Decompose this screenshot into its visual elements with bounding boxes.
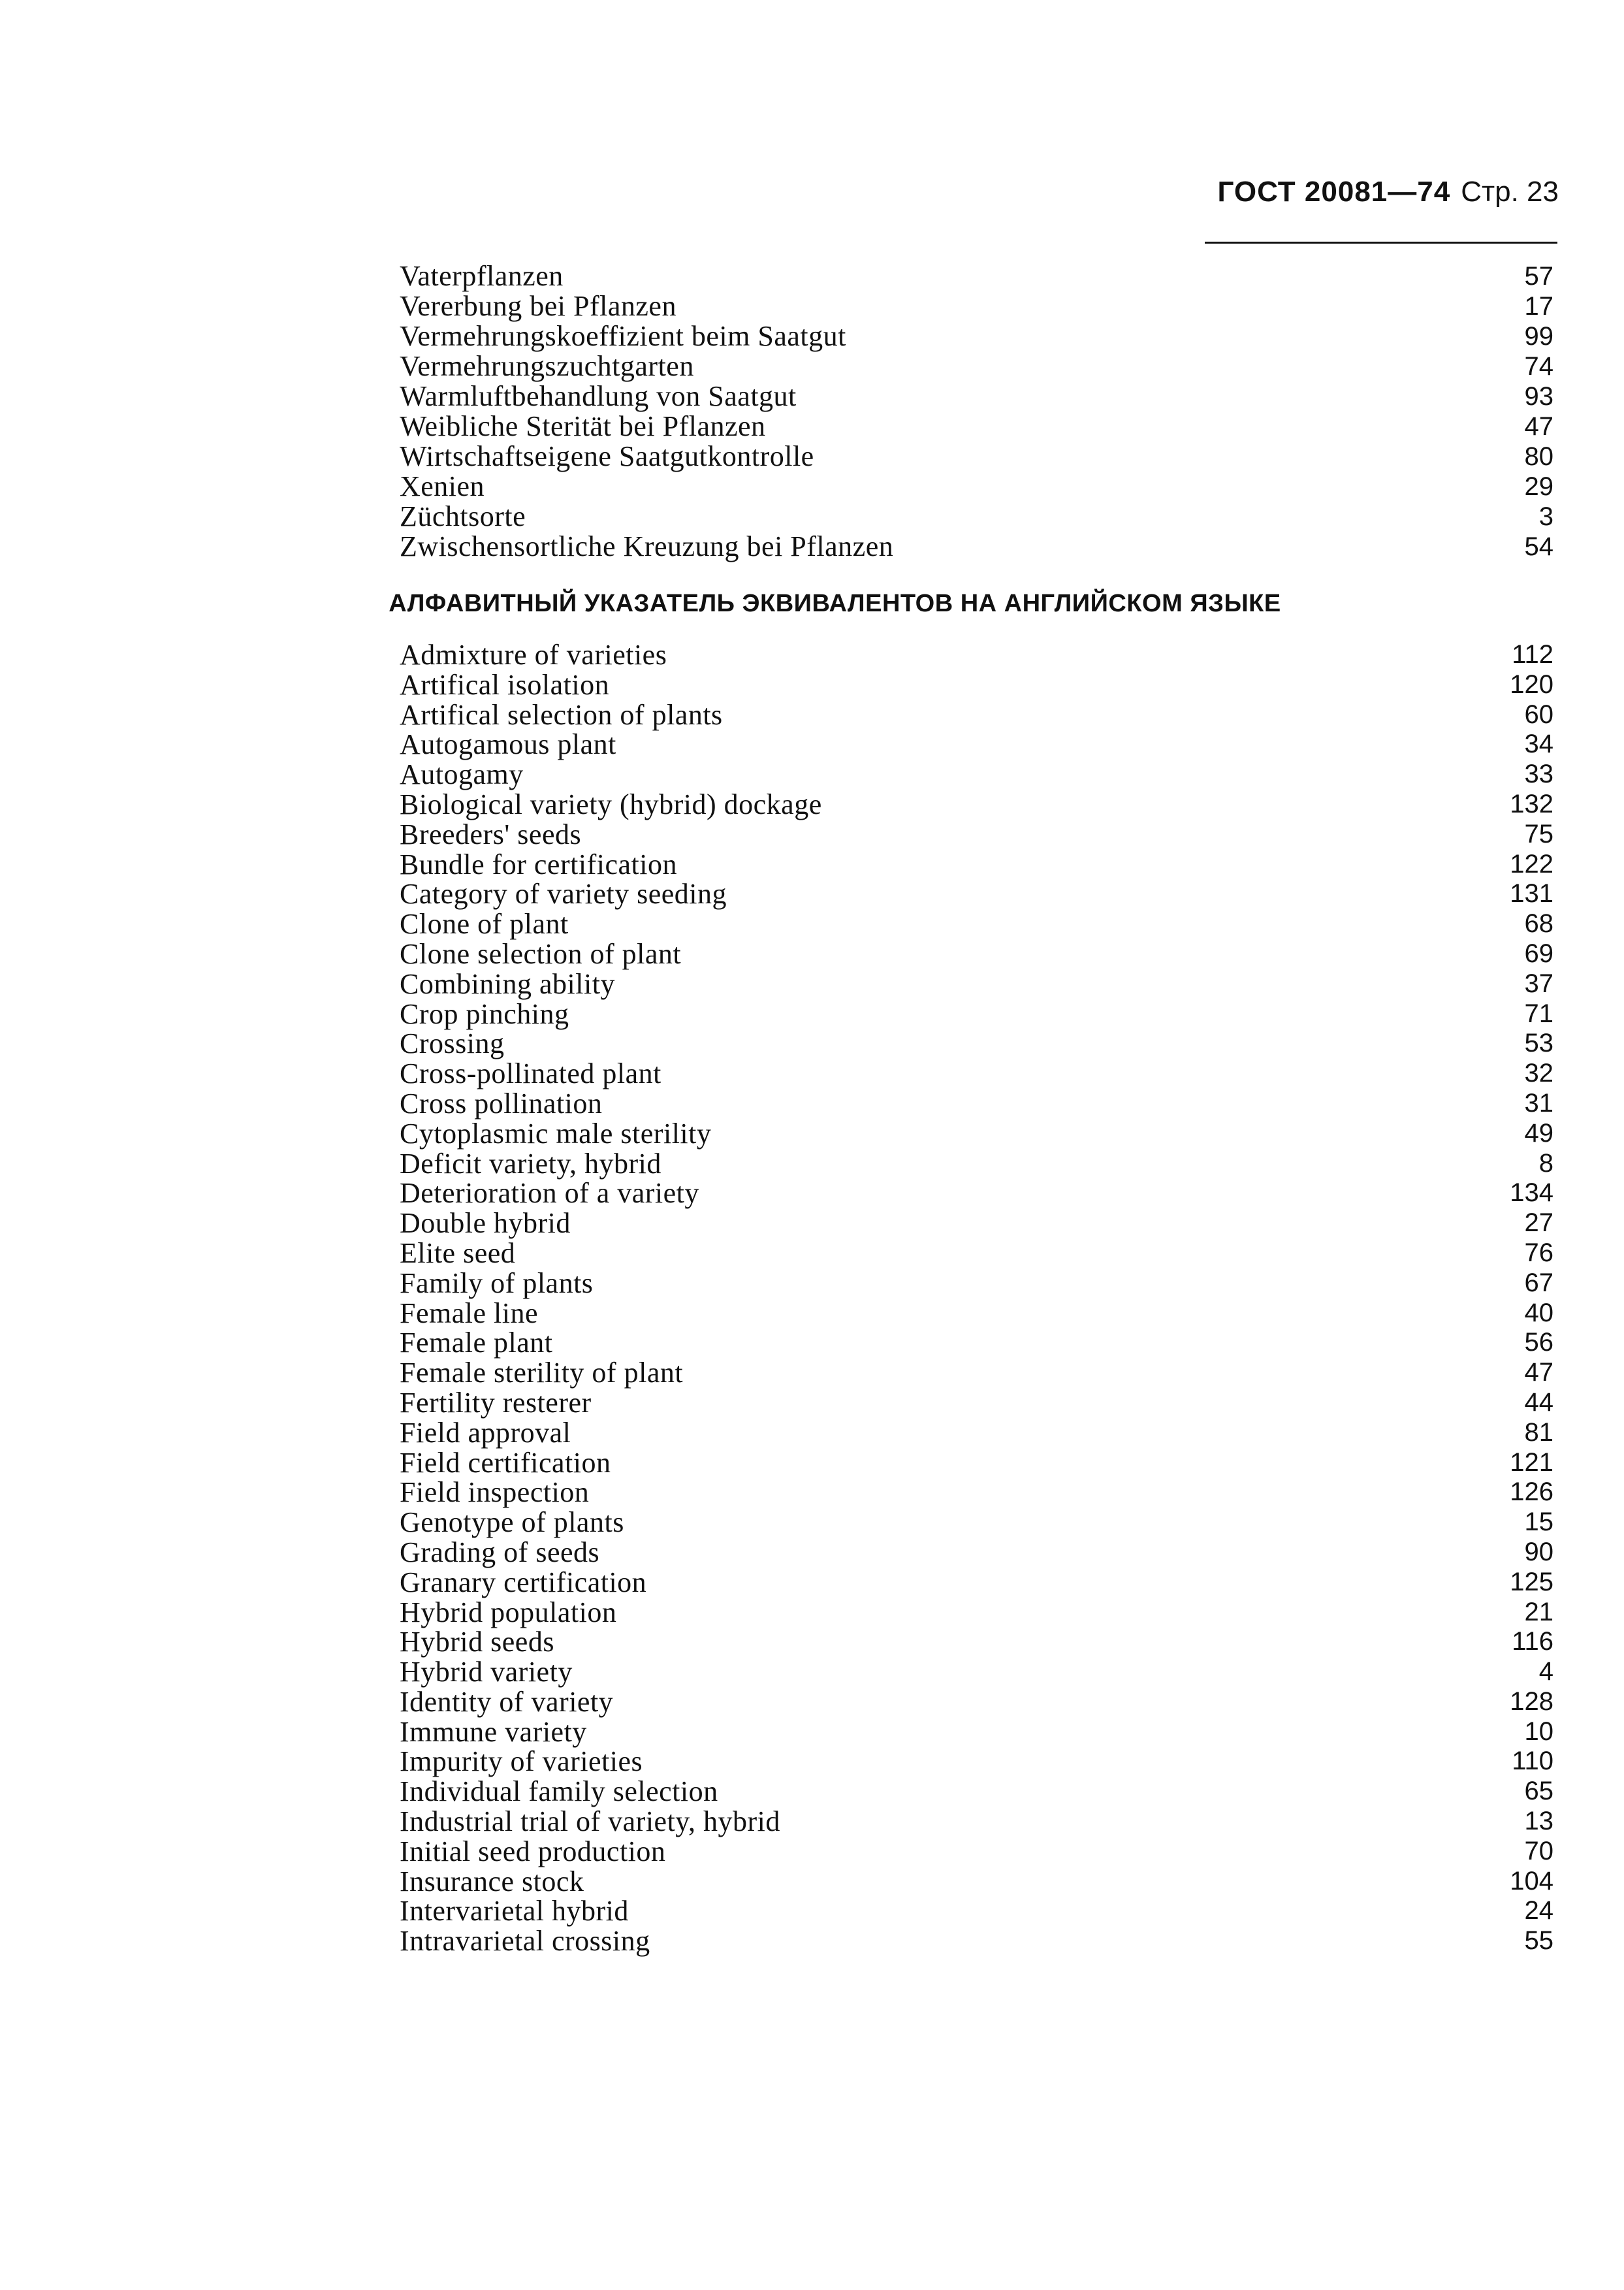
english-index-entry <box>400 1358 1553 1388</box>
index-page-number: 40 <box>1524 1298 1553 1327</box>
index-term: Female plant <box>400 1327 553 1359</box>
english-index-entry <box>400 1448 1553 1478</box>
section-heading: АЛФАВИТНЫЙ УКАЗАТЕЛЬ ЭКВИВАЛЕНТОВ НА АНГЛИЙСКОМ ЯЗЫКЕ <box>389 590 1281 617</box>
english-index-entry <box>400 1119 1553 1149</box>
english-index-entry <box>400 1777 1553 1807</box>
english-index-entry <box>400 999 1553 1029</box>
index-page-number: 47 <box>1524 412 1553 441</box>
english-index-entry <box>400 1029 1553 1059</box>
index-term: Field approval <box>400 1416 571 1449</box>
index-page-number: 21 <box>1524 1597 1553 1626</box>
index-term: Granary certification <box>400 1566 647 1598</box>
english-index-entry <box>400 1268 1553 1298</box>
index-page-number: 69 <box>1524 939 1553 968</box>
index-term: Autogamous plant <box>400 728 616 761</box>
index-term: Hybrid seeds <box>400 1626 554 1658</box>
index-page-number: 81 <box>1524 1417 1553 1447</box>
index-page-number: 67 <box>1524 1268 1553 1297</box>
index-term: Identity of variety <box>400 1685 614 1718</box>
german-index-entry <box>400 532 1553 562</box>
german-index-entry <box>400 381 1553 411</box>
index-term: Intravarietal crossing <box>400 1925 650 1958</box>
english-index-entry <box>400 1598 1553 1628</box>
index-term: Female line <box>400 1297 538 1329</box>
english-index-entry <box>400 1807 1553 1837</box>
index-term: Grading of seeds <box>400 1536 600 1568</box>
index-term: Double hybrid <box>400 1207 571 1240</box>
index-page-number: 17 <box>1524 292 1553 321</box>
english-index-entry <box>400 700 1553 730</box>
english-index-entry <box>400 1717 1553 1747</box>
page-number: Стр. 23 <box>1461 176 1559 208</box>
index-page-number: 131 <box>1510 879 1553 909</box>
standard-number: ГОСТ 20081—74 <box>1217 176 1451 208</box>
index-page-number: 128 <box>1510 1686 1553 1716</box>
index-term: Insurance stock <box>400 1865 584 1897</box>
index-page-number: 54 <box>1524 532 1553 561</box>
english-index-entry <box>400 730 1553 760</box>
index-term: Warmluftbehandlung von Saatgut <box>400 380 797 412</box>
index-page-number: 132 <box>1510 789 1553 818</box>
index-page-number: 90 <box>1524 1537 1553 1566</box>
index-page-number: 121 <box>1510 1447 1553 1477</box>
index-page-number: 24 <box>1524 1896 1553 1926</box>
index-page-number: 53 <box>1524 1029 1553 1058</box>
index-term: Family of plants <box>400 1266 594 1299</box>
index-page-number: 29 <box>1524 472 1553 501</box>
index-term: Züchtsorte <box>400 500 526 532</box>
index-page-number: 27 <box>1524 1208 1553 1238</box>
english-index-entry <box>400 1687 1553 1717</box>
index-term: Admixture of varieties <box>400 639 667 671</box>
index-page-number: 56 <box>1524 1328 1553 1357</box>
english-index-entry <box>400 1178 1553 1208</box>
index-term: Hybrid variety <box>400 1656 573 1688</box>
index-term: Vererbung bei Pflanzen <box>400 290 677 322</box>
english-index-entry <box>400 1627 1553 1657</box>
index-page-number: 74 <box>1524 352 1553 381</box>
german-index-list <box>400 261 1553 562</box>
english-index-entry <box>400 1298 1553 1329</box>
index-term: Category of variety seeding <box>400 878 727 911</box>
index-page-number: 70 <box>1524 1836 1553 1865</box>
index-term: Cross-pollinated plant <box>400 1057 661 1090</box>
index-term: Immune variety <box>400 1715 587 1748</box>
index-term: Clone selection of plant <box>400 937 682 970</box>
index-page-number: 104 <box>1510 1866 1553 1895</box>
index-term: Industrial trial of variety, hybrid <box>400 1805 780 1838</box>
index-page-number: 120 <box>1510 669 1553 699</box>
index-page-number: 10 <box>1524 1717 1553 1746</box>
english-index-entry <box>400 1149 1553 1179</box>
index-page-number: 49 <box>1524 1118 1553 1148</box>
index-term: Bundle for certification <box>400 848 677 880</box>
index-page-number: 122 <box>1510 849 1553 879</box>
index-page-number: 57 <box>1524 262 1553 291</box>
german-index-entry <box>400 411 1553 442</box>
index-term: Initial seed production <box>400 1835 666 1867</box>
english-index-entry <box>400 1388 1553 1418</box>
english-index-entry <box>400 1867 1553 1897</box>
index-page-number: 37 <box>1524 969 1553 998</box>
index-page-number: 33 <box>1524 760 1553 789</box>
index-page-number: 15 <box>1524 1508 1553 1537</box>
header-rule <box>1205 242 1557 244</box>
index-page-number: 68 <box>1524 909 1553 939</box>
index-term: Cross pollination <box>400 1087 603 1120</box>
index-page-number: 116 <box>1512 1627 1553 1656</box>
index-page-number: 112 <box>1512 640 1553 669</box>
english-index-entry <box>400 670 1553 700</box>
index-term: Vermehrungskoeffizient beim Saatgut <box>400 320 846 352</box>
index-term: Deficit variety, hybrid <box>400 1147 661 1180</box>
index-term: Crossing <box>400 1027 505 1060</box>
index-term: Elite seed <box>400 1236 516 1269</box>
english-index-entry <box>400 1568 1553 1598</box>
index-page-number: 76 <box>1524 1238 1553 1267</box>
index-page-number: 93 <box>1524 382 1553 411</box>
german-index-entry <box>400 261 1553 291</box>
english-index-list <box>400 640 1553 1956</box>
german-index-entry <box>400 472 1553 502</box>
english-index-entry <box>400 1508 1553 1538</box>
index-page-number: 71 <box>1524 999 1553 1028</box>
english-index-entry <box>400 1538 1553 1568</box>
english-index-entry <box>400 1926 1553 1956</box>
index-page-number: 8 <box>1538 1148 1553 1178</box>
index-page-number: 110 <box>1512 1747 1553 1776</box>
page-header <box>1218 175 1559 208</box>
index-page-number: 47 <box>1524 1358 1553 1387</box>
english-index-entry <box>400 760 1553 790</box>
index-page-number: 34 <box>1524 730 1553 759</box>
english-index-entry <box>400 1418 1553 1448</box>
english-index-entry <box>400 850 1553 880</box>
english-index-entry <box>400 820 1553 850</box>
index-term: Artifical selection of plants <box>400 698 723 731</box>
index-page-number: 32 <box>1524 1059 1553 1088</box>
english-index-entry <box>400 909 1553 939</box>
index-term: Crop pinching <box>400 997 569 1030</box>
english-index-entry <box>400 1328 1553 1358</box>
english-index-entry <box>400 1657 1553 1687</box>
index-page-number: 4 <box>1538 1657 1553 1686</box>
german-index-entry <box>400 321 1553 351</box>
index-page-number: 60 <box>1524 700 1553 729</box>
index-term: Combining ability <box>400 967 615 1000</box>
index-page-number: 134 <box>1510 1178 1553 1208</box>
index-term: Impurity of varieties <box>400 1745 643 1778</box>
index-term: Autogamy <box>400 758 524 791</box>
index-term: Field certification <box>400 1446 611 1479</box>
english-index-entry <box>400 879 1553 909</box>
index-term: Clone of plant <box>400 908 569 941</box>
english-index-entry <box>400 1477 1553 1508</box>
english-index-entry <box>400 640 1553 670</box>
german-index-entry <box>400 291 1553 321</box>
index-term: Female sterility of plant <box>400 1357 684 1389</box>
english-index-entry <box>400 939 1553 969</box>
index-term: Xenien <box>400 470 485 502</box>
index-page-number: 3 <box>1538 502 1553 531</box>
index-term: Vermehrungszuchtgarten <box>400 350 694 382</box>
german-index-entry <box>400 502 1553 532</box>
english-index-entry <box>400 1837 1553 1867</box>
english-index-entry <box>400 1208 1553 1238</box>
index-term: Zwischensortliche Kreuzung bei Pflanzen <box>400 530 894 562</box>
index-page-number: 126 <box>1510 1477 1553 1507</box>
english-index-entry <box>400 1089 1553 1119</box>
index-term: Biological variety (hybrid) dockage <box>400 788 822 820</box>
german-index-entry <box>400 351 1553 381</box>
index-page-number: 44 <box>1524 1387 1553 1417</box>
index-page-number: 75 <box>1524 819 1553 848</box>
index-page-number: 125 <box>1510 1567 1553 1596</box>
index-page-number: 55 <box>1524 1926 1553 1956</box>
german-index-entry <box>400 442 1553 472</box>
index-term: Individual family selection <box>400 1775 718 1808</box>
english-index-entry <box>400 1059 1553 1089</box>
english-index-entry <box>400 790 1553 820</box>
index-term: Hybrid population <box>400 1596 617 1628</box>
index-term: Cytoplasmic male sterility <box>400 1117 712 1150</box>
index-term: Intervarietal hybrid <box>400 1895 629 1927</box>
english-index-entry <box>400 969 1553 999</box>
english-index-entry <box>400 1747 1553 1777</box>
index-page-number: 99 <box>1524 322 1553 351</box>
index-term: Field inspection <box>400 1476 590 1509</box>
index-page-number: 13 <box>1524 1807 1553 1836</box>
index-term: Artifical isolation <box>400 668 610 701</box>
english-index-entry <box>400 1238 1553 1268</box>
index-term: Fertility resterer <box>400 1386 592 1419</box>
index-page-number: 80 <box>1524 442 1553 471</box>
index-term: Deterioration of a variety <box>400 1177 699 1210</box>
index-page-number: 65 <box>1524 1777 1553 1806</box>
english-index-entry <box>400 1896 1553 1926</box>
index-page-number: 31 <box>1524 1088 1553 1118</box>
index-term: Genotype of plants <box>400 1506 624 1539</box>
index-term: Weibliche Sterität bei Pflanzen <box>400 410 766 442</box>
index-term: Wirtschaftseigene Saatgutkontrolle <box>400 440 814 472</box>
index-term: Breeders' seeds <box>400 818 582 850</box>
index-term: Vaterpflanzen <box>400 260 564 292</box>
